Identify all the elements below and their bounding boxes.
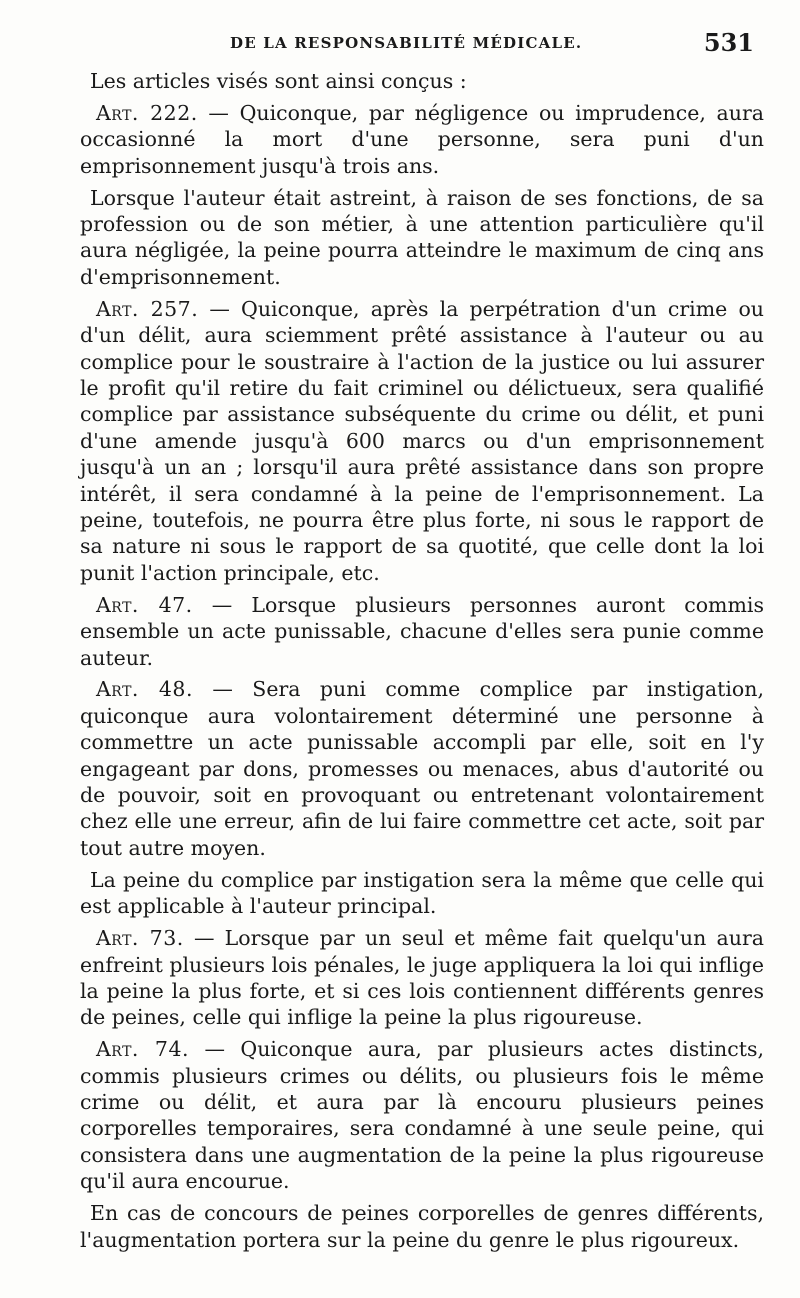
article-222-text: — Quiconque, par négligence ou imprudence, aura occasionné la mort d'une personne, sera puni d'un emprisonnement jusqu'à trois ans. <box>80 100 764 178</box>
article-73 <box>80 925 764 1031</box>
article-74-text: — Quiconque aura, par plusieurs actes distincts, commis plusieurs crimes ou délits, ou plusieurs fois le même crime ou délit, et aura par là encouru plusieurs peines corporelles temporaires, sera condamné à une seule peine, qui consistera dans une augmentation de la peine la plus rigoureuse qu'il aura encourue. <box>80 1037 764 1194</box>
article-257 <box>80 296 764 586</box>
article-73-label: Art. 73. <box>96 926 184 951</box>
article-74-label: Art. 74. <box>96 1037 190 1062</box>
article-48 <box>80 676 764 861</box>
article-74-paragraph-2: En cas de concours de peines corporelles de genres différents, l'augmentation portera sur la peine du genre le plus rigoureux. <box>80 1201 764 1252</box>
article-48-label: Art. 48. <box>96 677 193 702</box>
running-head <box>80 28 754 60</box>
article-74 <box>80 1036 764 1194</box>
intro-paragraph: Les articles visés sont ainsi conçus : <box>90 69 467 93</box>
body-text <box>80 68 764 1258</box>
article-47-label: Art. 47. <box>96 592 193 617</box>
article-48-paragraph-2: La peine du complice par instigation sera la même que celle qui est applicable à l'auteur principal. <box>80 867 764 919</box>
article-222-paragraph-2: Lorsque l'auteur était astreint, à raison de ses fonctions, de sa profession ou de son métier, à une attention particulière qu'il aura négligée, la peine pourra atteindre le maximum de cinq ans d'emprisonnement. <box>80 185 764 289</box>
article-257-label: Art. 257. <box>96 296 199 321</box>
page-number: 531 <box>703 28 754 57</box>
article-257-text: — Quiconque, après la perpétration d'un crime ou d'un délit, aura sciemment prêté assistance à l'auteur ou au complice pour le soustraire à l'action de la justice ou lui assurer le profit qu'il retire du fait criminel ou délictueux, sera qualifié complice par assistance subséquente du crime ou délit, et puni d'une amende jusqu'à 600 marcs ou d'un emprisonnement jusqu'à un an ; lorsqu'il aura prêté assistance dans son propre intérêt, il sera condamné à la peine de l'emprisonnement. La peine, toutefois, ne pourra être plus forte, ni sous le rapport de sa nature ni sous le rapport de sa quotité, que celle dont la loi punit l'action principale, etc. <box>80 296 764 585</box>
article-47 <box>80 592 764 671</box>
running-title: DE LA RESPONSABILITÉ MÉDICALE. <box>230 34 583 52</box>
article-222 <box>80 100 764 179</box>
article-73-text: — Lorsque par un seul et même fait quelqu'un aura enfreint plusieurs lois pénales, le juge appliquera la loi qui inflige la peine la plus forte, et si ces lois contiennent différents genres de peines, celle qui inflige la peine la plus rigoureuse. <box>80 926 764 1030</box>
article-222-label: Art. 222. <box>96 100 198 125</box>
article-48-text: — Sera puni comme complice par instigation, quiconque aura volontairement déterminé une personne à commettre un acte punissable accompli par elle, soit en l'y engageant par dons, promesses ou menaces, abus d'autorité ou de pouvoir, soit en provoquant ou entretenant volontairement chez elle une erreur, afin de lui faire commettre cet acte, soit par tout autre moyen. <box>80 677 764 860</box>
article-47-text: — Lorsque plusieurs personnes auront commis ensemble un acte punissable, chacune d'elles sera punie comme auteur. <box>80 592 764 670</box>
